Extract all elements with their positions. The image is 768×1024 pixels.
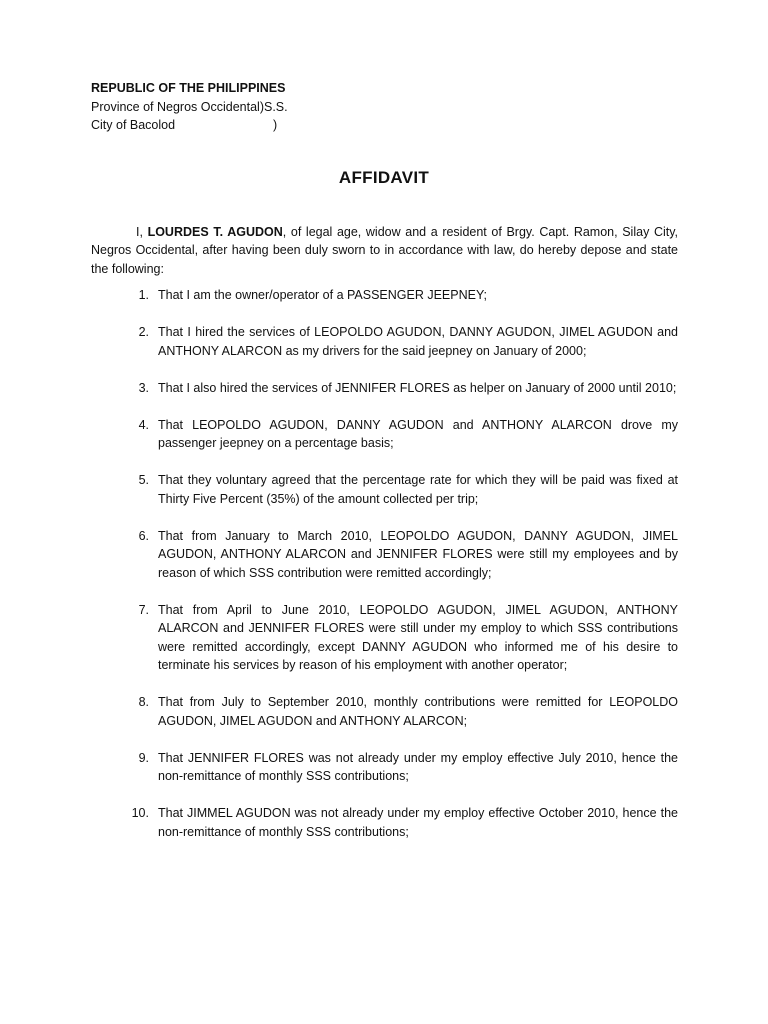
intro-rest: , of legal age, widow and a resident of Brgy. Capt. Ramon, Silay City, Negros Occidental, after having been duly sworn to in accordance with law, do hereby depose and state the following:: [91, 224, 679, 276]
statement-item: [91, 693, 678, 730]
item-number: 1.: [138, 288, 149, 302]
statement-item: [91, 323, 678, 360]
item-text: That they voluntary agreed that the percentage rate for which they will be paid was fixed at Thirty Five Percent (35%) of the amount collected per trip;: [158, 473, 678, 506]
statement-item: [91, 379, 678, 398]
item-text: That from April to June 2010, LEOPOLDO AGUDON, JIMEL AGUDON, ANTHONY ALARCON and JENNIFER FLORES were still under my employ to which SSS contributions were remitted accordingly, except DANNY AGUDON who informed me of his desire to terminate his services by reason of his employment with another operator;: [158, 602, 678, 672]
item-number: 2.: [138, 325, 149, 339]
statement-item: [91, 527, 678, 583]
statement-item: [91, 749, 678, 786]
item-text: That LEOPOLDO AGUDON, DANNY AGUDON and ANTHONY ALARCON drove my passenger jeepney on a percentage basis;: [158, 417, 678, 450]
intro-prefix: I,: [136, 224, 148, 239]
statement-list: [91, 286, 678, 860]
statement-item: [91, 286, 678, 305]
item-text: That I hired the services of LEOPOLDO AGUDON, DANNY AGUDON, JIMEL AGUDON and ANTHONY ALARCON as my drivers for the said jeepney on January of 2000;: [158, 325, 678, 358]
item-number: 6.: [138, 528, 149, 543]
item-text: That I also hired the services of JENNIFER FLORES as helper on January of 2000 until 2010;: [158, 380, 677, 395]
item-text: That from July to September 2010, monthly contributions were remitted for LEOPOLDO AGUDON, JIMEL AGUDON and ANTHONY ALARCON;: [158, 695, 678, 728]
statement-item: [91, 471, 678, 508]
item-text: That I am the owner/operator of a PASSENGER JEEPNEY;: [158, 288, 487, 302]
city-label: City of Bacolod: [91, 118, 176, 132]
item-number: 8.: [138, 695, 149, 709]
affiant-name: LOURDES T. AGUDON: [147, 224, 283, 239]
item-text: That JENNIFER FLORES was not already under my employ effective July 2010, hence the non-remittance of monthly SSS contributions;: [158, 750, 678, 783]
intro-paragraph: [91, 223, 678, 279]
item-text: That JIMMEL AGUDON was not already under my employ effective October 2010, hence the non-remittance of monthly SSS contributions;: [158, 806, 678, 839]
item-text: That from January to March 2010, LEOPOLDO AGUDON, DANNY AGUDON, JIMEL AGUDON, ANTHONY ALARCON and JENNIFER FLORES were still my employees and by reason of which SSS contribution were remitted accordingly;: [158, 528, 678, 580]
city-paren: ): [273, 118, 278, 132]
item-number: 4.: [138, 417, 149, 432]
document-header: [91, 79, 288, 135]
document-title: AFFIDAVIT: [338, 168, 430, 187]
republic-heading: REPUBLIC OF THE PHILIPPINES: [91, 81, 286, 95]
item-number: 5.: [138, 473, 149, 487]
province-line: Province of Negros Occidental)S.S.: [91, 99, 288, 114]
statement-item: [91, 601, 678, 675]
statement-item: [91, 804, 678, 841]
statement-item: [91, 416, 678, 453]
item-number: 3.: [138, 380, 149, 395]
item-number: 7.: [138, 602, 149, 617]
item-number: 10.: [131, 806, 149, 820]
item-number: 9.: [138, 750, 149, 765]
city-line: [91, 116, 288, 135]
